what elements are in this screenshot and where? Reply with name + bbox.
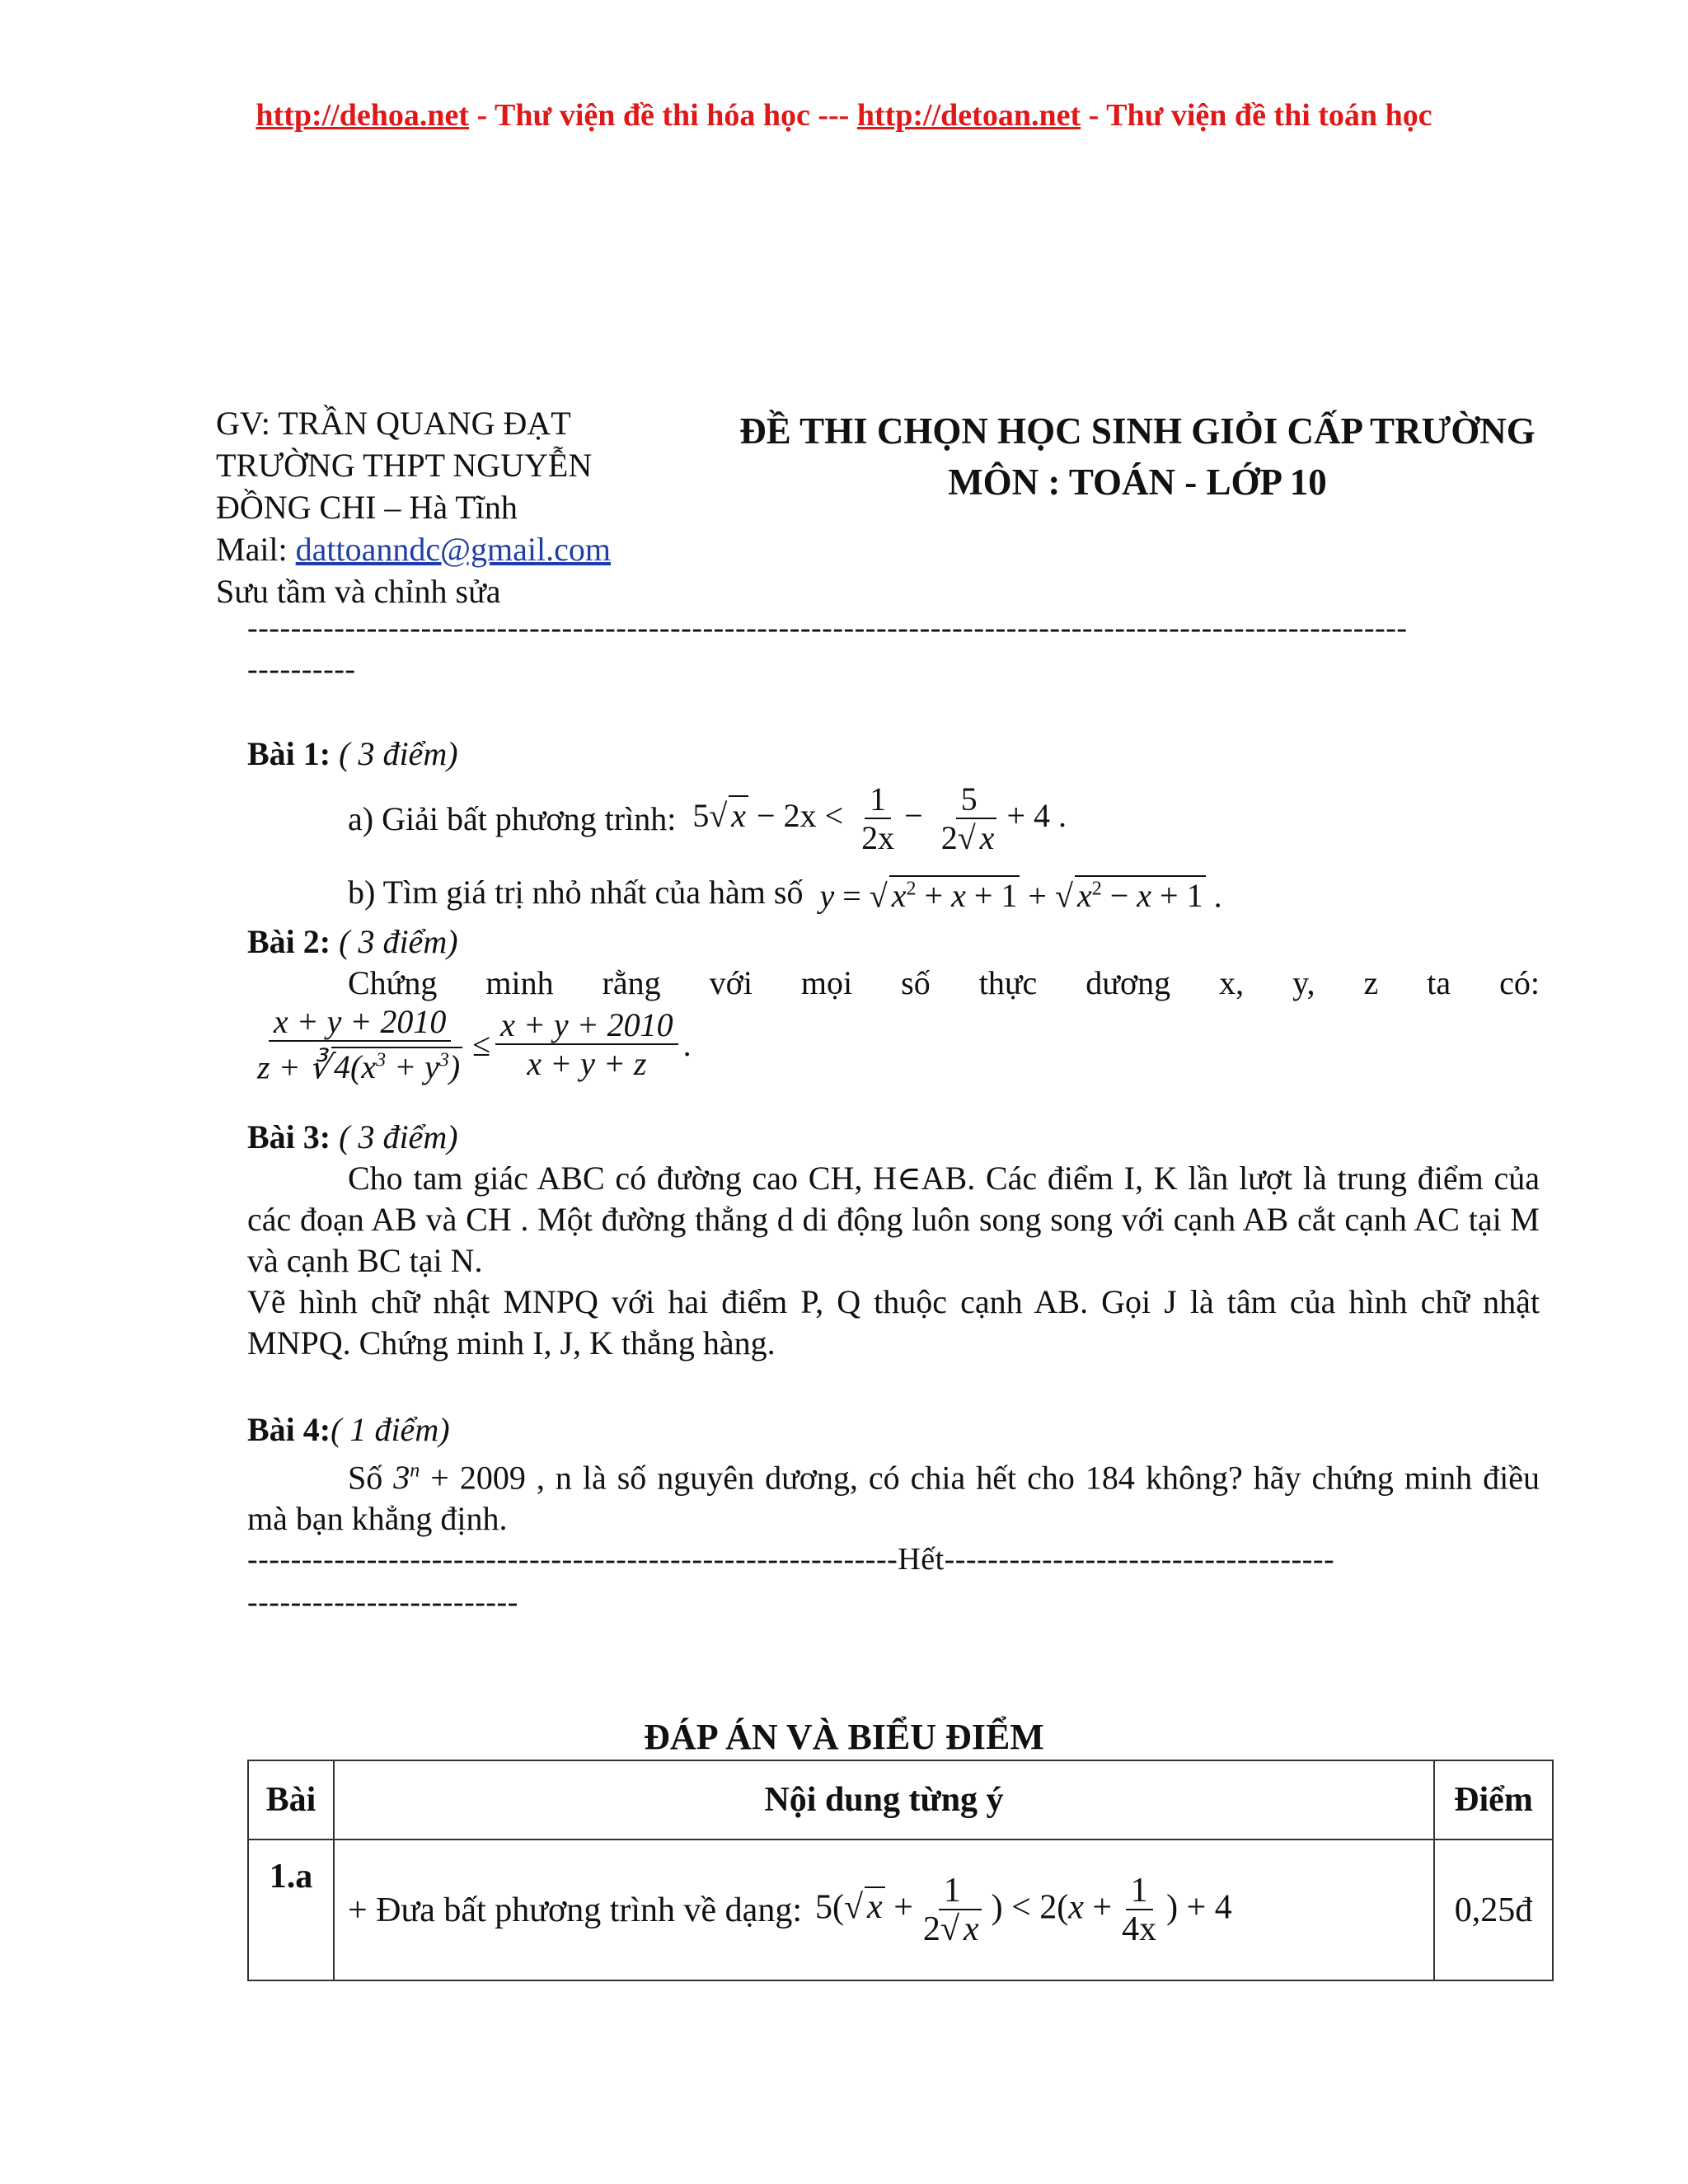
answer-table xyxy=(247,1760,1554,1981)
bai1-a xyxy=(247,781,1540,857)
row-content xyxy=(334,1840,1434,1980)
answer-title: ĐÁP ÁN VÀ BIỂU ĐIỂM xyxy=(644,1717,1044,1757)
author-line-2: TRƯỜNG THPT NGUYỄN xyxy=(216,447,593,484)
col-bai: Bài xyxy=(248,1760,334,1840)
exam-title xyxy=(709,405,1566,508)
author-block xyxy=(216,402,678,612)
bai3-heading: Bài 3: ( 3 điểm) xyxy=(247,1118,458,1155)
author-line-3: ĐỒNG CHI – Hà Tĩnh xyxy=(216,489,518,526)
separator-end-a: ------------------------------------------------------------Hết------------------------------------ xyxy=(247,1542,1335,1577)
bai4-formula: 3$^n$ xyxy=(393,1459,420,1497)
col-noi-dung: Nội dung từng ý xyxy=(334,1760,1434,1840)
bai1-b-formula: y = √ $x^2 + x + 1$ + √ $x^2 - x + 1$ . xyxy=(819,877,1222,915)
row-text: + Đưa bất phương trình về dạng: xyxy=(348,1891,802,1929)
separator-top-b: ---------- xyxy=(247,652,356,687)
row-formula: 5(√ x + $\frac{1}{2√ x}$ ) < 2(x + $\frac{1}{4x}$ ) + 4 xyxy=(814,1871,1232,1948)
author-line-1: GV: TRẦN QUANG ĐẠT xyxy=(216,405,571,442)
answer-header-row xyxy=(248,1760,1553,1840)
row-score: 0,25đ xyxy=(1434,1840,1553,1980)
separator-end-b: ------------------------- xyxy=(247,1585,518,1619)
separator-top-a: ----------------------------------------------------------------------------------------------------------- xyxy=(247,611,1408,645)
bai2-formula: $\frac{x + y + 2010}{z + ∛ 4(x^3 + y^3)}$ ≤ $\frac{x + y + 2010}{x + y + z}$ . xyxy=(257,1003,692,1086)
author-mail-line xyxy=(216,528,678,570)
bai1-b-text: b) Tìm giá trị nhỏ nhất của hàm số xyxy=(348,874,804,912)
bai1-section xyxy=(247,733,1540,916)
bai4-section xyxy=(247,1409,1540,1540)
dehoa-link[interactable]: http://dehoa.net xyxy=(256,98,470,133)
header-text-1: - Thư viện đề thi hóa học --- xyxy=(469,98,857,133)
row-id: 1.a xyxy=(248,1840,334,1980)
bai4-heading: Bài 4:( 1 điểm) xyxy=(247,1411,450,1448)
mail-label: Mail: xyxy=(216,531,296,568)
col-diem: Điểm xyxy=(1434,1760,1553,1840)
header-bar xyxy=(0,97,1688,134)
email-link[interactable]: dattoanndc@gmail.com xyxy=(295,531,611,568)
bai2-heading: Bài 2: ( 3 điểm) xyxy=(247,923,458,960)
bai1-b xyxy=(247,869,1540,916)
bai1-heading: Bài 1: ( 3 điểm) xyxy=(247,735,458,772)
header-text-2: - Thư viện đề thi toán học xyxy=(1081,98,1432,133)
table-row xyxy=(248,1840,1553,1980)
bai1-a-text: a) Giải bất phương trình: xyxy=(348,800,677,837)
bai3-paragraph-1: Cho tam giác ABC có đường cao CH, H∈AB. Các điểm I, K lần lượt là trung điểm của các đoạn AB và CH . Một đường thẳng d di động luôn song song với cạnh AB cắt cạnh AC tại M và cạnh BC tại N. xyxy=(247,1160,1540,1279)
bai3-paragraph-2: Vẽ hình chữ nhật MNPQ với hai điểm P, Q thuộc cạnh AB. Gọi J là tâm của hình chữ nhật MNPQ. Chứng minh I, J, K thẳng hàng. xyxy=(247,1283,1540,1361)
bai4-text: Số $3^n + 2009$ , n là số nguyên dương, có chia hết cho 184 không? hãy chứng minh điều mà bạn khẳng định. xyxy=(247,1459,1540,1538)
exam-title-line-2: MÔN : TOÁN - LỚP 10 xyxy=(948,462,1327,503)
bai3-section xyxy=(247,1117,1540,1364)
bai1-a-formula: 5√ x − 2x < $\frac{1}{2x}$ − $\frac{5}{2√ x}$ + 4 . xyxy=(692,780,1067,856)
bai2-text: Chứng minh rằng với mọi số thực dương x, y, z ta có: xyxy=(348,964,1540,1001)
detoan-link[interactable]: http://detoan.net xyxy=(856,98,1081,133)
exam-title-line-1: ĐỀ THI CHỌN HỌC SINH GIỎI CẤP TRƯỜNG xyxy=(739,410,1536,452)
bai2-section xyxy=(247,921,1540,1086)
author-line-5: Sưu tầm và chỉnh sửa xyxy=(216,573,501,610)
